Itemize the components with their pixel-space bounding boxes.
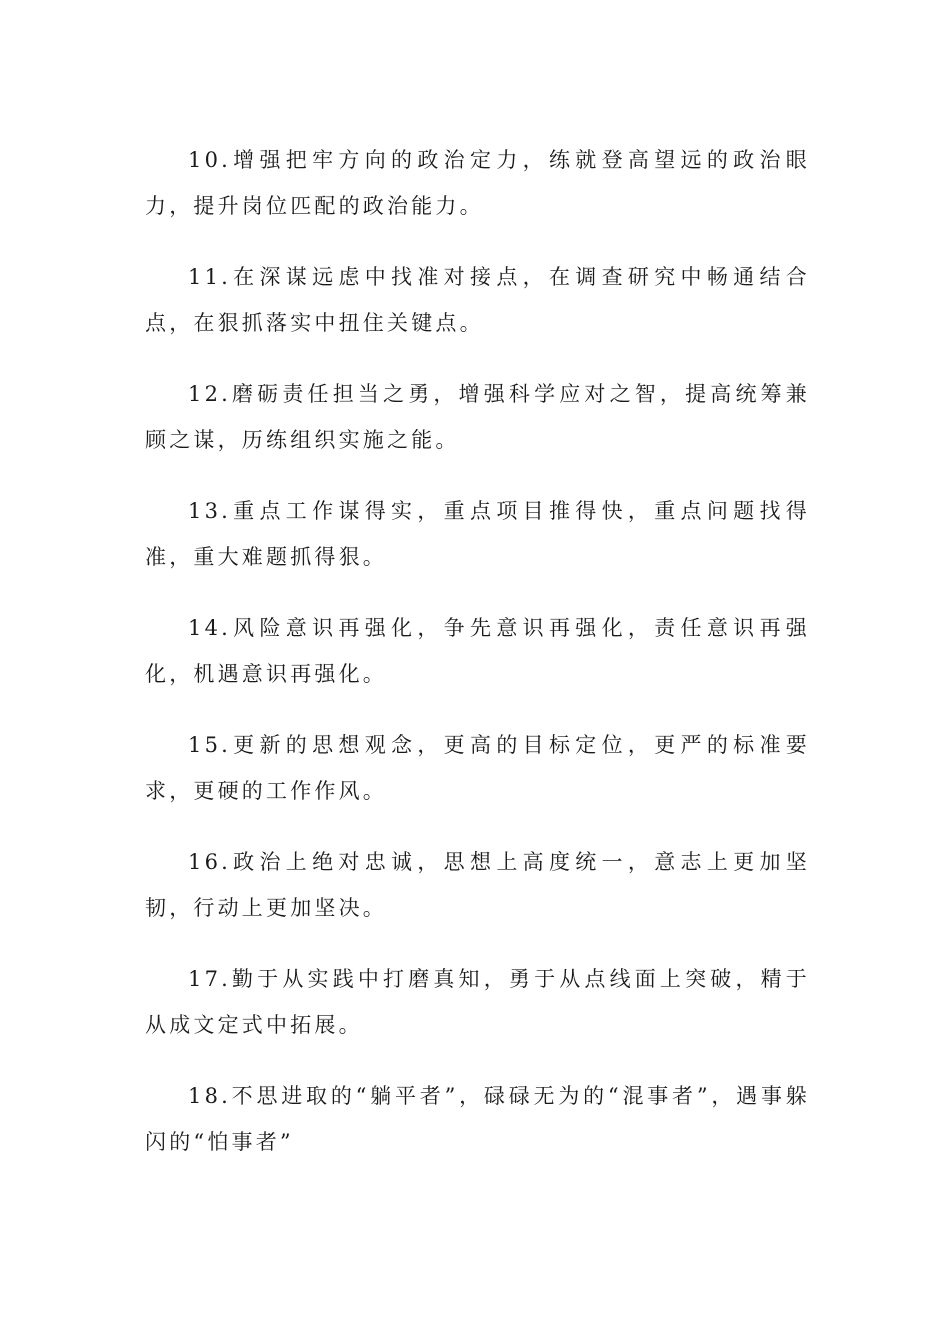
paragraph-16: 16.政治上绝对忠诚，思想上高度统一，意志上更加坚韧，行动上更加坚决。 xyxy=(145,850,810,920)
paragraph-14: 14.风险意识再强化，争先意识再强化，责任意识再强化，机遇意识再强化。 xyxy=(145,616,810,686)
document-page xyxy=(145,137,810,1190)
paragraph-11: 11.在深谋远虑中找准对接点，在调查研究中畅通结合点，在狠抓落实中扭住关键点。 xyxy=(145,265,810,335)
paragraph-17: 17.勤于从实践中打磨真知，勇于从点线面上突破，精于从成文定式中拓展。 xyxy=(145,967,810,1037)
paragraph-13: 13.重点工作谋得实，重点项目推得快，重点问题找得准，重大难题抓得狠。 xyxy=(145,499,810,569)
paragraph-18: 18.不思进取的“躺平者”，碌碌无为的“混事者”，遇事躲闪的“怕事者” xyxy=(145,1084,810,1154)
paragraph-10: 10.增强把牢方向的政治定力，练就登高望远的政治眼力，提升岗位匹配的政治能力。 xyxy=(145,148,810,218)
paragraph-12: 12.磨砺责任担当之勇，增强科学应对之智，提高统筹兼顾之谋，历练组织实施之能。 xyxy=(145,382,810,452)
paragraph-15: 15.更新的思想观念，更高的目标定位，更严的标准要求，更硬的工作作风。 xyxy=(145,733,810,803)
